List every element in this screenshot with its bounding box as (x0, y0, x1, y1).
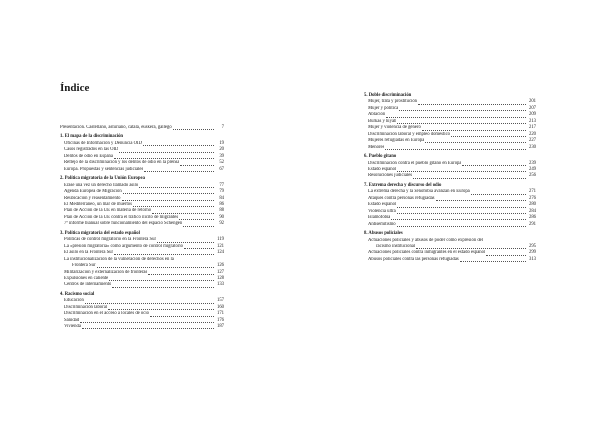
entry-text: 7º informe bianual sobre funcionamiento del espacio Schengen (64, 221, 183, 227)
entry-text: Antisemitismo (368, 221, 396, 227)
dot-leader (173, 126, 214, 130)
dot-leader (184, 245, 214, 249)
dot-leader (418, 101, 526, 105)
toc-section (60, 134, 224, 173)
entry-page: 92 (219, 221, 224, 227)
entry-text: Resoluciones judiciales (368, 173, 413, 179)
dot-leader (175, 259, 214, 262)
entry-page: 86 (219, 201, 224, 207)
entry-text: Mujer, trata y prostitución (368, 99, 418, 105)
entry-page: 127 (216, 269, 224, 275)
section-title: 1. El mapa de la discriminación (60, 134, 124, 140)
dot-leader (148, 271, 214, 275)
entry-text: Burkas y hiyab (368, 118, 397, 124)
toc-section (60, 292, 224, 331)
entry-page: 227 (528, 138, 536, 144)
section-entries (364, 189, 536, 228)
dot-leader (397, 168, 526, 172)
dot-leader (416, 245, 526, 249)
dot-leader (486, 252, 526, 256)
toc-section (364, 93, 536, 151)
dot-leader (397, 204, 526, 208)
dot-leader (484, 240, 526, 243)
entry-page: 187 (216, 324, 224, 330)
entry-page: 295 (528, 243, 536, 249)
dot-leader (114, 155, 214, 159)
dot-leader (385, 146, 526, 150)
section-title: 7. Extrema derecha y discurso del odio (364, 182, 442, 188)
toc-section (364, 231, 536, 263)
entry-text: Militarización y externalización de fronteras (64, 269, 148, 275)
entry-text: Presentación. Castellano, asturiano, catalá, euskera, gallego (60, 125, 172, 130)
section-entries (60, 141, 224, 173)
section-entries (364, 99, 536, 151)
entry-text: Sanidad (64, 317, 80, 323)
entry-page: 20 (219, 147, 224, 153)
entry-text: Reflejo de la discriminación y los delitos de odio en la prensa (64, 160, 180, 166)
toc-line (64, 282, 224, 288)
entry-page: 39 (219, 153, 224, 159)
entry-page: 157 (216, 298, 224, 304)
entry-page: 90 (219, 214, 224, 220)
entry-text: Discriminación laboral y empleo doméstico (368, 131, 451, 137)
dot-leader (133, 203, 214, 207)
entry-page: 67 (219, 166, 224, 172)
dot-leader (399, 107, 526, 111)
dot-leader (397, 223, 526, 227)
entry-text: Discriminación contra el pueblo gitano en Europa (368, 160, 462, 166)
dot-leader (139, 184, 214, 188)
dot-leader (122, 197, 215, 201)
dot-leader (471, 191, 526, 195)
entry-text: Frontera Sur (72, 263, 96, 269)
entry-page: 209 (528, 112, 536, 118)
entry-page: 176 (216, 317, 224, 323)
entry-text: Delitos de odio en España (64, 153, 113, 159)
dot-leader (85, 300, 214, 304)
entry-text: Violencia ultra (368, 208, 396, 214)
entry-text: Abusos policiales contra las personas refugiadas (368, 256, 459, 262)
entry-text: Educación (64, 298, 84, 304)
entry-text: Oficinas de Información y Denuncia OID (64, 140, 142, 146)
toc-line (64, 221, 224, 227)
table-of-contents-right (364, 90, 536, 263)
section-title: 4. Racismo social (60, 291, 95, 297)
section-entries (60, 183, 224, 228)
entry-page: 133 (216, 282, 224, 288)
toc-line (64, 324, 224, 330)
entry-text: Agenda Europea de Migración (64, 189, 122, 195)
entry-text: La institucionalización de la vulneración de derechos en la (64, 256, 174, 262)
toc-line (64, 167, 224, 173)
toc-line (368, 145, 536, 151)
entry-page: 119 (217, 237, 224, 243)
entry-page: 213 (528, 118, 536, 124)
dot-leader (123, 190, 214, 194)
entry-text: Discriminación en el acceso a locales de ocio (64, 311, 149, 317)
entry-text: Islamofobia (368, 215, 391, 221)
entry-text: Menores (368, 144, 385, 150)
section-title: 5. Doble discriminación (364, 93, 412, 98)
entry-page: 313 (528, 256, 536, 262)
entry-text: Estado español (368, 166, 397, 172)
dot-leader (109, 277, 214, 281)
section-title: 8. Abusos policiales (364, 231, 403, 237)
dot-leader (391, 216, 526, 220)
dot-leader (180, 162, 214, 166)
entry-page: 126 (216, 263, 224, 269)
dot-leader (157, 239, 214, 243)
entry-text: Plan de Acción de la UE contra el tráfico ilícito de migrantes (64, 214, 179, 220)
section-entries (60, 298, 224, 330)
entry-page: 124 (216, 250, 224, 256)
entry-page: 160 (216, 304, 224, 310)
entry-text: Centros de internamiento (64, 282, 112, 288)
dot-leader (460, 258, 526, 262)
dot-leader (451, 133, 526, 137)
right-page (300, 0, 600, 424)
entry-text: Casos registrados en las OID (64, 147, 119, 153)
toc-section (60, 231, 224, 289)
entry-page: 7 (221, 125, 224, 130)
toc-line (368, 173, 536, 179)
entry-text: racismo institucional (376, 243, 416, 249)
entry-page: 79 (219, 189, 224, 195)
dot-leader (97, 264, 214, 268)
dot-leader (152, 210, 214, 214)
entry-page: 19 (219, 140, 224, 146)
entry-text: Reubicación y reasentamiento (64, 195, 121, 201)
entry-page: 128 (216, 275, 224, 281)
entry-text: Mujer y política (368, 105, 399, 111)
toc-section (364, 183, 536, 228)
entry-text: Actuaciones policiales y abusos de poder como expresión del (368, 237, 484, 243)
entry-page: 249 (528, 166, 536, 172)
table-of-contents-left (60, 125, 224, 331)
entry-page: 276 (528, 195, 536, 201)
entry-page: 299 (528, 250, 536, 256)
section-entries (60, 237, 224, 289)
dot-leader (143, 142, 214, 146)
toc-section (364, 154, 536, 180)
entry-text: Políticas de control migratorio en la Frontera Sur (64, 237, 157, 243)
section-title: 2. Política migratoria de la Unión Europea (60, 176, 145, 182)
entry-text: Ablación (368, 112, 386, 118)
entry-page: 284 (528, 208, 536, 214)
index-title: Índice (60, 82, 90, 94)
dot-leader (82, 325, 214, 329)
entry-page: 201 (528, 99, 536, 105)
section-title: 6. Pueblo gitano (364, 154, 397, 160)
entry-text: Mujer y violencia de género (368, 125, 421, 131)
section-entries (364, 161, 536, 180)
toc-line (60, 125, 224, 131)
section-entries (364, 238, 536, 264)
entry-text: Vivienda (64, 324, 81, 330)
entry-text: La extrema derecha y la xenofobia avanzan en Europa (368, 189, 470, 195)
dot-leader (422, 127, 526, 131)
dot-leader (425, 139, 526, 143)
toc-section (60, 176, 224, 228)
entry-text: Europa. Propuestas y sentencias judiciales (64, 166, 144, 172)
entry-text: Discriminación laboral (64, 304, 108, 310)
entry-page: 280 (528, 202, 536, 208)
dot-leader (108, 306, 214, 310)
entry-page: 220 (528, 131, 536, 137)
entry-page: 121 (216, 243, 224, 249)
dot-leader (144, 168, 214, 172)
entry-page: 256 (528, 173, 536, 179)
dot-leader (397, 120, 526, 124)
entry-page: 217 (528, 125, 536, 131)
entry-text: La «presión migratoria» como argumento de control migratorio (64, 243, 184, 249)
entry-text: Actuaciones policiales contra inmigrantes en el estado español (368, 250, 486, 256)
entry-page: 286 (528, 215, 536, 221)
entry-page: 230 (528, 144, 536, 150)
entry-text: Estado español (368, 202, 397, 208)
entry-text: Ataques contra personas refugiadas (368, 195, 435, 201)
toc-line (368, 222, 536, 228)
entry-page: 271 (528, 189, 536, 195)
dot-leader (436, 197, 526, 201)
dot-leader (462, 162, 526, 166)
entry-page: 239 (528, 160, 536, 166)
entry-page: 171 (216, 311, 224, 317)
dot-leader (386, 114, 526, 118)
dot-leader (183, 223, 214, 227)
dot-leader (150, 313, 214, 317)
entry-text: Plan de Acción de la UE en materia de retorno (64, 208, 152, 214)
dot-leader (112, 284, 214, 288)
dot-leader (397, 210, 526, 214)
entry-page: 291 (528, 221, 536, 227)
entry-text: Expulsiones en caliente (64, 275, 109, 281)
entry-page: 88 (219, 208, 224, 214)
entry-text: Mujeres refugiadas en Europa (368, 138, 425, 144)
dot-leader (119, 149, 214, 153)
entry-page: 207 (528, 105, 536, 111)
entry-text: Érase una vez un derecho llamado asilo (64, 182, 139, 188)
entry-page: 84 (219, 195, 224, 201)
dot-leader (413, 175, 526, 179)
entry-text: El Mediterráneo, un mar de muertos (64, 201, 132, 207)
entry-page: 52 (219, 160, 224, 166)
dot-leader (114, 251, 214, 255)
toc-line (368, 257, 536, 263)
dot-leader (80, 319, 214, 323)
entry-page: 77 (219, 182, 224, 188)
entry-text: El asilo en la Frontera Sur (64, 250, 114, 256)
dot-leader (179, 216, 214, 220)
section-title: 3. Política migratoria del estado español (60, 230, 140, 236)
